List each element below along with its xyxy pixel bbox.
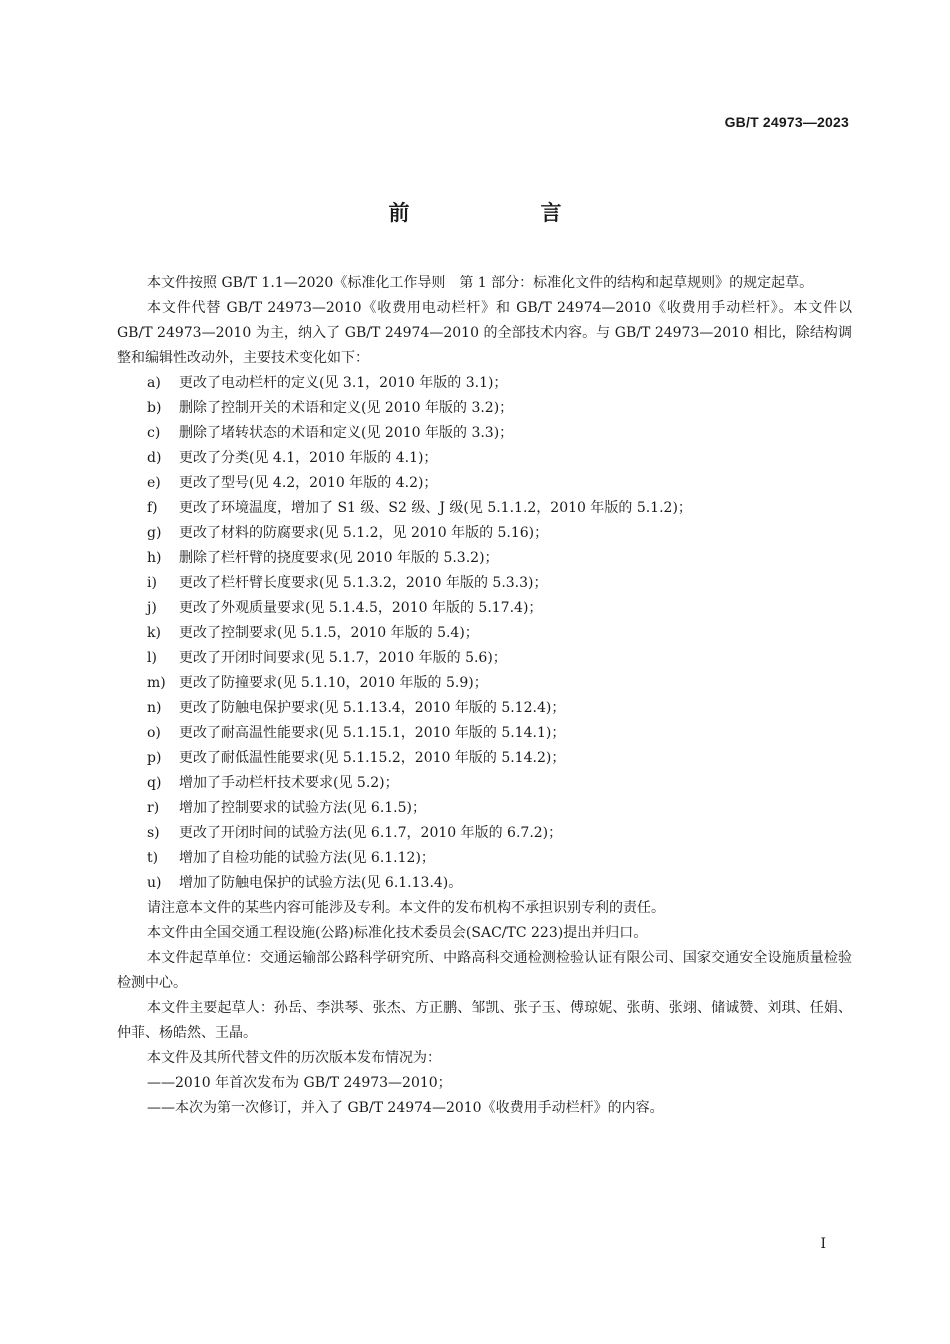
change-item-label: c): [147, 425, 161, 441]
change-item-label: o): [147, 725, 161, 741]
paragraph-committee: 本文件由全国交通工程设施(公路)标准化技术委员会(SAC/TC 223)提出并归口。: [147, 925, 648, 941]
change-item-label: p): [147, 750, 162, 766]
change-item-label: f): [147, 500, 158, 516]
change-list-item: [147, 571, 852, 596]
change-list-item: [147, 471, 852, 496]
change-item-text: 增加了手动栏杆技术要求(见 5.2)；: [179, 775, 399, 791]
change-item-label: r): [147, 800, 160, 816]
changes-list: [117, 371, 852, 896]
change-item-label: a): [147, 375, 161, 391]
paragraph-patent-notice: 请注意本文件的某些内容可能涉及专利。本文件的发布机构不承担识别专利的责任。: [147, 900, 665, 916]
change-list-item: [147, 846, 852, 871]
foreword-body: [117, 271, 852, 1121]
history-item: ——2010 年首次发布为 GB/T 24973—2010；: [147, 1075, 452, 1091]
change-item-label: d): [147, 450, 162, 466]
change-item-label: i): [147, 575, 157, 591]
change-item-text: 删除了控制开关的术语和定义(见 2010 年版的 3.2)；: [179, 400, 514, 416]
change-item-label: t): [147, 850, 159, 866]
change-item-label: m): [147, 675, 166, 691]
change-list-item: [147, 521, 852, 546]
change-list-item: [147, 746, 852, 771]
change-item-text: 更改了分类(见 4.1，2010 年版的 4.1)；: [179, 450, 438, 466]
change-list-item: [147, 871, 852, 896]
change-list-item: [147, 396, 852, 421]
paragraph-drafters: 本文件主要起草人：孙岳、李洪琴、张杰、方正鹏、邹凯、张子玉、傅琼妮、张萌、张翊、储诚赞、刘琪、任娟、仲菲、杨皓然、王晶。: [117, 1000, 852, 1041]
change-item-text: 更改了耐高温性能要求(见 5.1.15.1，2010 年版的 5.14.1)；: [179, 725, 566, 741]
change-list-item: [147, 421, 852, 446]
change-item-text: 增加了自检功能的试验方法(见 6.1.12)；: [179, 850, 435, 866]
paragraph-replacement: 本文件代替 GB/T 24973—2010《收费用电动栏杆》和 GB/T 24974—2010《收费用手动栏杆》。本文件以 GB/T 24973—2010 为主，纳入了 GB/T 24974—2010 的全部技术内容。与 GB/T 24973—2010 相比，除结构调整和编辑性改动外，主要技术变化如下：: [117, 300, 852, 366]
change-list-item: [147, 646, 852, 671]
change-item-label: q): [147, 775, 162, 791]
change-item-label: u): [147, 875, 162, 891]
change-item-text: 更改了控制要求(见 5.1.5，2010 年版的 5.4)；: [179, 625, 479, 641]
paragraph-drafting-units: 本文件起草单位：交通运输部公路科学研究所、中路高科交通检测检验认证有限公司、国家交通安全设施质量检验检测中心。: [117, 950, 852, 991]
change-list-item: [147, 446, 852, 471]
change-item-label: k): [147, 625, 161, 641]
change-list-item: [147, 796, 852, 821]
change-item-text: 增加了控制要求的试验方法(见 6.1.5)；: [179, 800, 426, 816]
change-list-item: [147, 671, 852, 696]
page-number: I: [820, 1236, 826, 1252]
change-item-text: 更改了开闭时间的试验方法(见 6.1.7，2010 年版的 6.7.2)；: [179, 825, 563, 841]
change-item-text: 更改了外观质量要求(见 5.1.4.5，2010 年版的 5.17.4)；: [179, 600, 543, 616]
change-item-label: h): [147, 550, 162, 566]
change-item-text: 更改了环境温度，增加了 S1 级、S2 级、J 级(见 5.1.1.2，2010 年版的 5.1.2)；: [179, 500, 692, 516]
change-item-text: 增加了防触电保护的试验方法(见 6.1.13.4)。: [179, 875, 463, 891]
change-item-text: 更改了型号(见 4.2，2010 年版的 4.2)；: [179, 475, 438, 491]
change-item-text: 更改了材料的防腐要求(见 5.1.2，见 2010 年版的 5.16)；: [179, 525, 549, 541]
change-item-text: 更改了开闭时间要求(见 5.1.7，2010 年版的 5.6)；: [179, 650, 507, 666]
history-item: ——本次为第一次修订，并入了 GB/T 24974—2010《收费用手动栏杆》的内容。: [147, 1100, 664, 1116]
change-item-label: e): [147, 475, 161, 491]
change-item-label: b): [147, 400, 162, 416]
change-list-item: [147, 546, 852, 571]
page-title: 前 言: [388, 201, 617, 225]
change-list-item: [147, 771, 852, 796]
change-list-item: [147, 596, 852, 621]
change-item-text: 更改了耐低温性能要求(见 5.1.15.2，2010 年版的 5.14.2)；: [179, 750, 566, 766]
change-item-label: n): [147, 700, 162, 716]
change-list-item: [147, 821, 852, 846]
change-item-text: 更改了防撞要求(见 5.1.10，2010 年版的 5.9)；: [179, 675, 488, 691]
change-list-item: [147, 721, 852, 746]
change-item-text: 更改了栏杆臂长度要求(见 5.1.3.2，2010 年版的 5.3.3)；: [179, 575, 548, 591]
standard-code: GB/T 24973—2023: [724, 114, 849, 130]
change-list-item: [147, 621, 852, 646]
paragraph-drafting-rules: 本文件按照 GB/T 1.1—2020《标准化工作导则 第 1 部分：标准化文件的结构和起草规则》的规定起草。: [147, 275, 814, 291]
change-item-text: 更改了电动栏杆的定义(见 3.1，2010 年版的 3.1)；: [179, 375, 508, 391]
change-list-item: [147, 496, 852, 521]
change-item-label: s): [147, 825, 160, 841]
change-item-text: 删除了栏杆臂的挠度要求(见 2010 年版的 5.3.2)；: [179, 550, 499, 566]
change-list-item: [147, 696, 852, 721]
change-item-text: 删除了堵转状态的术语和定义(见 2010 年版的 3.3)；: [179, 425, 514, 441]
change-list-item: [147, 371, 852, 396]
change-item-label: j): [147, 600, 157, 616]
change-item-text: 更改了防触电保护要求(见 5.1.13.4，2010 年版的 5.12.4)；: [179, 700, 566, 716]
paragraph-history-intro: 本文件及其所代替文件的历次版本发布情况为：: [147, 1050, 441, 1066]
change-item-label: g): [147, 525, 162, 541]
change-item-label: l): [147, 650, 157, 666]
